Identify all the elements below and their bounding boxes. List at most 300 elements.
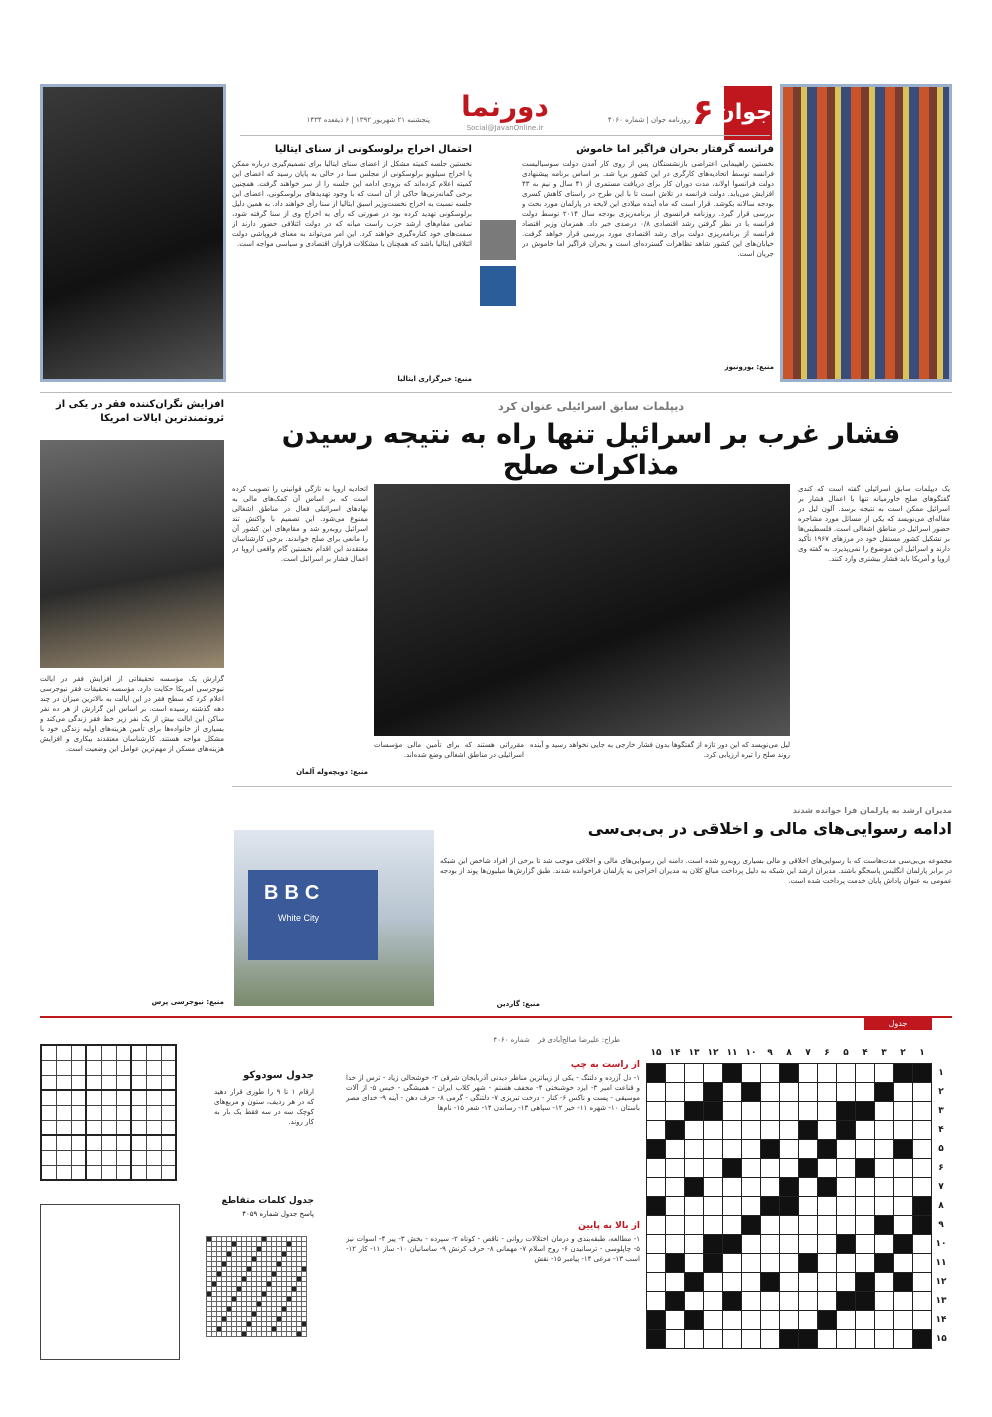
italy-title: احتمال اخراج برلوسکونی از سنای ایتالیا — [274, 144, 472, 155]
puzzle-rule — [40, 1016, 952, 1018]
crossword-cell — [704, 1101, 723, 1120]
crossword-cell — [818, 1177, 837, 1196]
sudoku-cell[interactable] — [146, 1120, 161, 1135]
crossword-row — [647, 1234, 951, 1253]
crossword-cell — [894, 1272, 913, 1291]
crossword-cell — [837, 1310, 856, 1329]
crossword-cell — [742, 1158, 761, 1177]
paper-info: روزنامه جوان | شماره ۴۰۶۰ — [607, 116, 690, 124]
crossword-row — [647, 1272, 951, 1291]
crossword-cell — [799, 1177, 818, 1196]
row-number: ۹ — [938, 1219, 944, 1230]
bbc-kicker: مدیران ارشد به پارلمان فرا خوانده شدند — [792, 806, 952, 815]
sudoku-cell[interactable] — [41, 1150, 56, 1165]
column-number: ۱ — [919, 1048, 925, 1059]
crossword-cell — [647, 1215, 666, 1234]
sudoku-cell[interactable] — [86, 1120, 101, 1135]
corner-cell — [932, 1044, 951, 1063]
poverty-photo — [40, 440, 224, 668]
sudoku-cell[interactable] — [56, 1105, 71, 1120]
crossword-cell — [647, 1329, 666, 1348]
sudoku-cell[interactable] — [131, 1090, 146, 1105]
crossword-cell — [742, 1253, 761, 1272]
crossword-cell — [647, 1253, 666, 1272]
sudoku-cell[interactable] — [116, 1105, 131, 1120]
sudoku-cell[interactable] — [101, 1120, 116, 1135]
crossword-cell — [685, 1310, 704, 1329]
crossword-cell — [799, 1310, 818, 1329]
crossword-cell — [875, 1082, 894, 1101]
crossword-cell — [837, 1215, 856, 1234]
crossword-cell — [685, 1158, 704, 1177]
france-source: منبع: یورونیوز — [724, 363, 774, 371]
sudoku-cell[interactable] — [131, 1150, 146, 1165]
column-number: ۱۴ — [669, 1048, 681, 1059]
crossword-cell — [685, 1253, 704, 1272]
section-rule-1 — [40, 392, 952, 393]
sudoku-cell[interactable] — [71, 1135, 86, 1150]
sudoku-cell[interactable] — [56, 1150, 71, 1165]
row-number: ۱۲ — [935, 1276, 947, 1287]
crossword-cell — [780, 1177, 799, 1196]
crossword-cell — [761, 1139, 780, 1158]
crossword-cell — [742, 1063, 761, 1082]
sudoku-cell[interactable] — [146, 1075, 161, 1090]
crossword-cell — [894, 1291, 913, 1310]
sudoku-cell[interactable] — [86, 1090, 101, 1105]
sudoku-cell[interactable] — [101, 1165, 116, 1180]
crossword-cell — [742, 1291, 761, 1310]
row-number: ۱۴ — [935, 1314, 947, 1325]
poverty-title: افزایش نگران‌کننده فقر در یکی از ثروتمندترین ایالات امریکا — [55, 399, 224, 424]
crossword-cell — [818, 1310, 837, 1329]
crossword-cell — [761, 1196, 780, 1215]
sudoku-row — [41, 1165, 176, 1180]
row-number: ۲ — [938, 1086, 944, 1097]
crossword-cell — [666, 1139, 685, 1158]
crossword-cell — [704, 1310, 723, 1329]
column-number: ۲ — [900, 1048, 906, 1059]
sudoku-cell[interactable] — [101, 1105, 116, 1120]
crossword-cell — [818, 1139, 837, 1158]
sudoku-cell[interactable] — [116, 1150, 131, 1165]
sudoku-cell[interactable] — [101, 1060, 116, 1075]
crossword-cell — [837, 1082, 856, 1101]
sudoku-cell[interactable] — [161, 1150, 176, 1165]
crossword-cell — [894, 1329, 913, 1348]
column-number: ۶ — [824, 1048, 830, 1059]
crossword-cell — [666, 1310, 685, 1329]
crossword-cell — [875, 1310, 894, 1329]
crossword-cell — [856, 1196, 875, 1215]
crossword-row — [647, 1063, 951, 1082]
crossword-cell — [761, 1082, 780, 1101]
sudoku-cell[interactable] — [101, 1045, 116, 1060]
crossword-cell — [894, 1234, 913, 1253]
sudoku-cell[interactable] — [161, 1060, 176, 1075]
solution-grid — [206, 1236, 307, 1337]
row-number: ۱۱ — [935, 1257, 947, 1268]
crossword-cell — [666, 1234, 685, 1253]
crossword-row — [647, 1044, 951, 1063]
section-graphic — [480, 220, 516, 320]
crossword-cell — [704, 1063, 723, 1082]
crossword-cell — [818, 1196, 837, 1215]
sudoku-row — [41, 1045, 176, 1060]
sudoku-cell[interactable] — [86, 1060, 101, 1075]
crossword-row — [647, 1158, 951, 1177]
crossword-cell — [704, 1272, 723, 1291]
section-rule-2 — [232, 786, 952, 787]
crossword-cell — [780, 1215, 799, 1234]
sudoku-title: جدول سودوکو — [243, 1070, 314, 1081]
crossword-cell — [856, 1234, 875, 1253]
sudoku-cell[interactable] — [101, 1150, 116, 1165]
sudoku-cell[interactable] — [131, 1105, 146, 1120]
crossword-cell — [704, 1082, 723, 1101]
crossword-cell — [761, 1101, 780, 1120]
crossword-cell — [666, 1272, 685, 1291]
sudoku-cell[interactable] — [86, 1135, 101, 1150]
crossword-cell — [742, 1310, 761, 1329]
crossword-cell — [704, 1158, 723, 1177]
sudoku-cell[interactable] — [161, 1090, 176, 1105]
crossword-cell — [704, 1329, 723, 1348]
crossword-cell — [875, 1120, 894, 1139]
crossword-number: شماره ۴۰۶۰ — [493, 1036, 530, 1044]
column-number: ۵ — [843, 1048, 849, 1059]
sudoku-cell[interactable] — [146, 1090, 161, 1105]
crossword-cell — [875, 1253, 894, 1272]
crossword-cell — [742, 1120, 761, 1139]
crossword-cell — [875, 1215, 894, 1234]
sudoku-cell[interactable] — [131, 1075, 146, 1090]
france-protest-photo — [780, 84, 952, 382]
crossword-cell — [837, 1101, 856, 1120]
bbc-source: منبع: گاردین — [496, 1000, 540, 1008]
section-email: Social@JavanOnline.ir — [466, 124, 544, 132]
crossword-cell — [723, 1215, 742, 1234]
crossword-cell — [837, 1329, 856, 1348]
crossword-cell — [837, 1120, 856, 1139]
crossword-grid — [646, 1044, 951, 1349]
crossword-cell — [913, 1063, 932, 1082]
sudoku-cell[interactable] — [41, 1120, 56, 1135]
across-title: از راست به چپ — [570, 1060, 640, 1070]
crossword-cell — [647, 1120, 666, 1139]
crossword-cell — [666, 1196, 685, 1215]
sudoku-cell[interactable] — [86, 1075, 101, 1090]
sudoku-cell[interactable] — [161, 1120, 176, 1135]
crossword-cell — [685, 1291, 704, 1310]
lead-photo — [374, 484, 790, 736]
crossword-row — [647, 1082, 951, 1101]
sudoku-cell[interactable] — [146, 1150, 161, 1165]
sudoku-cell[interactable] — [41, 1105, 56, 1120]
crossword-cell — [913, 1120, 932, 1139]
crossword-cell — [685, 1215, 704, 1234]
row-number: ۶ — [938, 1162, 944, 1173]
sudoku-cell[interactable] — [146, 1105, 161, 1120]
sudoku-cell[interactable] — [131, 1165, 146, 1180]
crossword-cell — [723, 1120, 742, 1139]
crossword-cell — [856, 1063, 875, 1082]
crossword-cell — [856, 1310, 875, 1329]
row-number: ۵ — [938, 1143, 944, 1154]
crossword-cell — [894, 1310, 913, 1329]
crossword-cell — [837, 1196, 856, 1215]
crossword-cell — [837, 1234, 856, 1253]
crossword-cell — [723, 1291, 742, 1310]
column-number: ۱۱ — [726, 1048, 738, 1059]
row-number: ۸ — [938, 1200, 944, 1211]
sudoku-cell[interactable] — [116, 1090, 131, 1105]
crossword-cell — [894, 1177, 913, 1196]
crossword-cell — [780, 1329, 799, 1348]
sudoku-cell[interactable] — [86, 1150, 101, 1165]
sudoku-cell[interactable] — [56, 1165, 71, 1180]
sudoku-cell[interactable] — [56, 1120, 71, 1135]
crossword-cell — [704, 1196, 723, 1215]
crossword-cell — [742, 1234, 761, 1253]
sudoku-cell[interactable] — [41, 1135, 56, 1150]
sudoku-cell[interactable] — [41, 1045, 56, 1060]
crossword-cell — [742, 1177, 761, 1196]
crossword-cell — [685, 1139, 704, 1158]
column-number: ۱۳ — [688, 1048, 700, 1059]
crossword-cell — [742, 1082, 761, 1101]
berlusconi-photo — [40, 84, 226, 382]
crossword-cell — [666, 1101, 685, 1120]
sudoku-cell[interactable] — [161, 1165, 176, 1180]
sudoku-cell[interactable] — [86, 1165, 101, 1180]
crossword-cell — [723, 1101, 742, 1120]
bbc-logo: BBC — [264, 882, 326, 904]
crossword-cell — [818, 1215, 837, 1234]
sudoku — [40, 1044, 177, 1181]
solution-row — [207, 1332, 307, 1337]
sudoku-cell[interactable] — [71, 1165, 86, 1180]
lead-body-right: یک دیپلمات سابق اسرائیلی گفته است که کندی گفتگوهای صلح خاورمیانه تنها با اعمال فشار بر اسرائیل ممکن است به نتیجه برسد. آلون لیل در مقاله‌ای می‌نویسد که یکی از مسائل مورد مشاجره حضور اسرائیل در مناطق اشغالی است. فلسطینی‌ها بر تشکیل کشور مستقل خود در مرزهای ۱۹۶۷ تأکید دارند و اسرائیل این موضوع را نمی‌پذیرد. به گفته وی اروپا و آمریکا باید فشار بیشتری وارد کنند. — [798, 485, 950, 563]
crossword-cell — [913, 1082, 932, 1101]
crossword-cell — [742, 1215, 761, 1234]
crossword-cell — [894, 1082, 913, 1101]
crossword-cell — [818, 1120, 837, 1139]
crossword-cell — [799, 1196, 818, 1215]
crossword-cell — [913, 1253, 932, 1272]
sudoku-cell[interactable] — [71, 1045, 86, 1060]
sudoku-cell[interactable] — [161, 1045, 176, 1060]
sudoku-cell[interactable] — [71, 1075, 86, 1090]
crossword-cell — [666, 1158, 685, 1177]
france-story — [522, 144, 774, 371]
sudoku-cell[interactable] — [56, 1090, 71, 1105]
crossword-cell — [856, 1329, 875, 1348]
sudoku-cell[interactable] — [101, 1090, 116, 1105]
crossword-cell — [647, 1291, 666, 1310]
crossword-cell — [666, 1177, 685, 1196]
bbc-sign-text: White City — [278, 913, 320, 923]
crossword-row — [647, 1196, 951, 1215]
crossword-cell — [894, 1139, 913, 1158]
sudoku-cell[interactable] — [161, 1105, 176, 1120]
sudoku-cell[interactable] — [56, 1075, 71, 1090]
sudoku-cell[interactable] — [116, 1120, 131, 1135]
sudoku-cell[interactable] — [86, 1045, 101, 1060]
crossword-cell — [837, 1272, 856, 1291]
crossword-cell — [837, 1291, 856, 1310]
lead-source: منبع: دویچه‌وله آلمان — [296, 768, 368, 776]
sudoku-cell[interactable] — [71, 1150, 86, 1165]
crossword-cell — [723, 1082, 742, 1101]
bbc-title: ادامه رسوایی‌های مالی و اخلاقی در بی‌بی‌سی — [587, 819, 952, 838]
sudoku-cell[interactable] — [41, 1165, 56, 1180]
sudoku-cell[interactable] — [86, 1105, 101, 1120]
crossword-cell — [913, 1101, 932, 1120]
lead-kicker: دیپلمات سابق اسرائیلی عنوان کرد — [497, 400, 684, 413]
sudoku-cell[interactable] — [131, 1135, 146, 1150]
crossword-cell — [799, 1329, 818, 1348]
section-title: دورنما — [461, 90, 549, 123]
crossword-cell — [799, 1234, 818, 1253]
row-number: ۱ — [938, 1067, 944, 1078]
sudoku-cell[interactable] — [56, 1060, 71, 1075]
crossword-cell — [780, 1139, 799, 1158]
crossword-cell — [818, 1253, 837, 1272]
crossword-cell — [799, 1139, 818, 1158]
solution — [206, 1236, 307, 1337]
lead-body-left: اتحادیه اروپا به تازگی قوانینی را تصویب کرده است که بر اساس آن کمک‌های مالی به نهادهای اسرائیلی فعال در مناطق اشغالی ممنوع می‌شود. این تصمیم با واکنش تند اسرائیل روبه‌رو شد و مقام‌های این کشور آن را مانعی برای صلح خواندند. برخی کارشناسان معتقدند این اقدام نخستین گام واقعی اروپا در اعمال فشار بر اسرائیل است. — [232, 485, 368, 563]
crossword-cell — [837, 1253, 856, 1272]
sudoku-cell[interactable] — [41, 1060, 56, 1075]
sudoku-cell[interactable] — [101, 1135, 116, 1150]
crossword-cell — [856, 1120, 875, 1139]
sudoku-cell[interactable] — [131, 1120, 146, 1135]
column-number: ۱۲ — [707, 1048, 719, 1059]
crossword-cell — [723, 1329, 742, 1348]
crossword-cell — [856, 1291, 875, 1310]
crossword-cell — [894, 1158, 913, 1177]
bbc-head — [440, 806, 952, 838]
sudoku-cell[interactable] — [56, 1135, 71, 1150]
sudoku-cell[interactable] — [116, 1075, 131, 1090]
row-number: ۱۵ — [935, 1333, 947, 1344]
crossword-cell — [799, 1253, 818, 1272]
crossword-cell — [723, 1177, 742, 1196]
crossword-cell — [647, 1082, 666, 1101]
sudoku-cell[interactable] — [146, 1060, 161, 1075]
crossword-cell — [894, 1101, 913, 1120]
sudoku-cell[interactable] — [71, 1090, 86, 1105]
crossword-cell — [799, 1101, 818, 1120]
crossword-cell — [685, 1063, 704, 1082]
crossword-cell — [647, 1139, 666, 1158]
column-number: ۳ — [881, 1048, 887, 1059]
sudoku-cell[interactable] — [71, 1120, 86, 1135]
crossword-cell — [723, 1234, 742, 1253]
sudoku-cell[interactable] — [71, 1060, 86, 1075]
lead-caption: مقرراتی هستند که برای تأمین مالی مؤسسات اسرائیلی در مناطق اشغالی وضع شده‌اند. — [374, 741, 524, 759]
crossword-cell — [799, 1215, 818, 1234]
sudoku-cell[interactable] — [116, 1165, 131, 1180]
sudoku-cell[interactable] — [131, 1045, 146, 1060]
crossword-cell — [666, 1291, 685, 1310]
sudoku-cell[interactable] — [101, 1075, 116, 1090]
crossword-row — [647, 1215, 951, 1234]
crossword-cell — [913, 1272, 932, 1291]
crossword-row — [647, 1253, 951, 1272]
sudoku-cell[interactable] — [71, 1105, 86, 1120]
row-number: ۳ — [938, 1105, 944, 1116]
crossword-cell — [875, 1139, 894, 1158]
italy-body: نخستین جلسه کمیته مشکل از اعضای سنای ایتالیا برای تصمیم‌گیری درباره ممکن یا اخراج سیلویو برلوسکونی از مجلس سنا در حالی به پایان رسید که اعضای این کمیته اعلام کرده‌اند که بزودی ادامه این جلسه را از سر خواهند گرفت. همچنین برخی گمانه‌زنی‌ها حاکی از آن است که با وجود تهدیدهای برلوسکونی، اعضای این جلسه نسبت به اخراج نخست‌وزیر اسبق ایتالیا از سنا رأی خواهند داد. به همین دلیل برلوسکونی تهدید کرده بود در صورتی که رأی به اخراج وی از سنا گرفته شود، تمامی مقام‌های ارشد حزب راست میانه که در دولت ائتلافی حضور دارند از سمت‌های خود کناره‌گیری خواهند کرد. این امر می‌تواند به معنای فروپاشی دولت ائتلافی ایتالیا باشد که همچنان با مشکلات فراوان اقتصادی و سیاسی مواجه است. — [232, 160, 472, 248]
sudoku-cell[interactable] — [146, 1045, 161, 1060]
crossword-cell — [666, 1120, 685, 1139]
crossword-row — [647, 1101, 951, 1120]
crossword-cell — [761, 1120, 780, 1139]
sudoku-row — [41, 1090, 176, 1105]
crossword-cell — [704, 1120, 723, 1139]
crossword-row — [647, 1177, 951, 1196]
sudoku-cell[interactable] — [116, 1060, 131, 1075]
crossword-cell — [685, 1234, 704, 1253]
crossword-cell — [856, 1253, 875, 1272]
crossword-cell — [818, 1272, 837, 1291]
sudoku-rules: ارقام ۱ تا ۹ را طوری قرار دهید که در هر ردیف، ستون و مربع‌های کوچک سه در سه فقط یک بار به کار روند. — [214, 1088, 314, 1126]
crossword-cell — [723, 1063, 742, 1082]
sudoku-cell[interactable] — [146, 1165, 161, 1180]
poverty-story — [40, 398, 224, 426]
sudoku-cell[interactable] — [131, 1060, 146, 1075]
crossword-cell — [856, 1082, 875, 1101]
header-rule — [240, 135, 770, 136]
sudoku-cell[interactable] — [146, 1135, 161, 1150]
crossword-cell — [685, 1120, 704, 1139]
crossword-cell — [837, 1158, 856, 1177]
crossword-cell — [704, 1215, 723, 1234]
crossword-cell — [761, 1177, 780, 1196]
crossword-cell — [894, 1253, 913, 1272]
crossword-cell — [799, 1082, 818, 1101]
column-number: ۷ — [805, 1048, 811, 1059]
crossword-cell — [875, 1177, 894, 1196]
crossword-cell — [723, 1253, 742, 1272]
crossword-cell — [685, 1177, 704, 1196]
crossword-cell — [856, 1272, 875, 1291]
crossword-cell — [666, 1215, 685, 1234]
crossword-cell — [761, 1291, 780, 1310]
sudoku-cell[interactable] — [161, 1135, 176, 1150]
sudoku-cell[interactable] — [116, 1135, 131, 1150]
sudoku-cell[interactable] — [56, 1045, 71, 1060]
crossword-cell — [723, 1158, 742, 1177]
sudoku-cell[interactable] — [41, 1090, 56, 1105]
row-number: ۱۳ — [935, 1295, 947, 1306]
crossword-tag: جدول — [864, 1018, 932, 1030]
crossword-cell — [704, 1177, 723, 1196]
masthead — [690, 86, 772, 142]
crossword-cell — [666, 1329, 685, 1348]
sudoku-cell[interactable] — [116, 1045, 131, 1060]
crossword — [646, 1044, 952, 1349]
sudoku-cell[interactable] — [161, 1075, 176, 1090]
crossword-cell — [780, 1291, 799, 1310]
crossword-cell — [723, 1196, 742, 1215]
crossword-cell — [894, 1063, 913, 1082]
sudoku-cell[interactable] — [41, 1075, 56, 1090]
crossword-cell — [761, 1063, 780, 1082]
lead-body-middle: لیل می‌نویسد که این دور تازه از گفتگوها بدون فشار خارجی به جایی نخواهد رسید و آینده روند صلح را تیره ارزیابی کرد. — [530, 741, 790, 759]
